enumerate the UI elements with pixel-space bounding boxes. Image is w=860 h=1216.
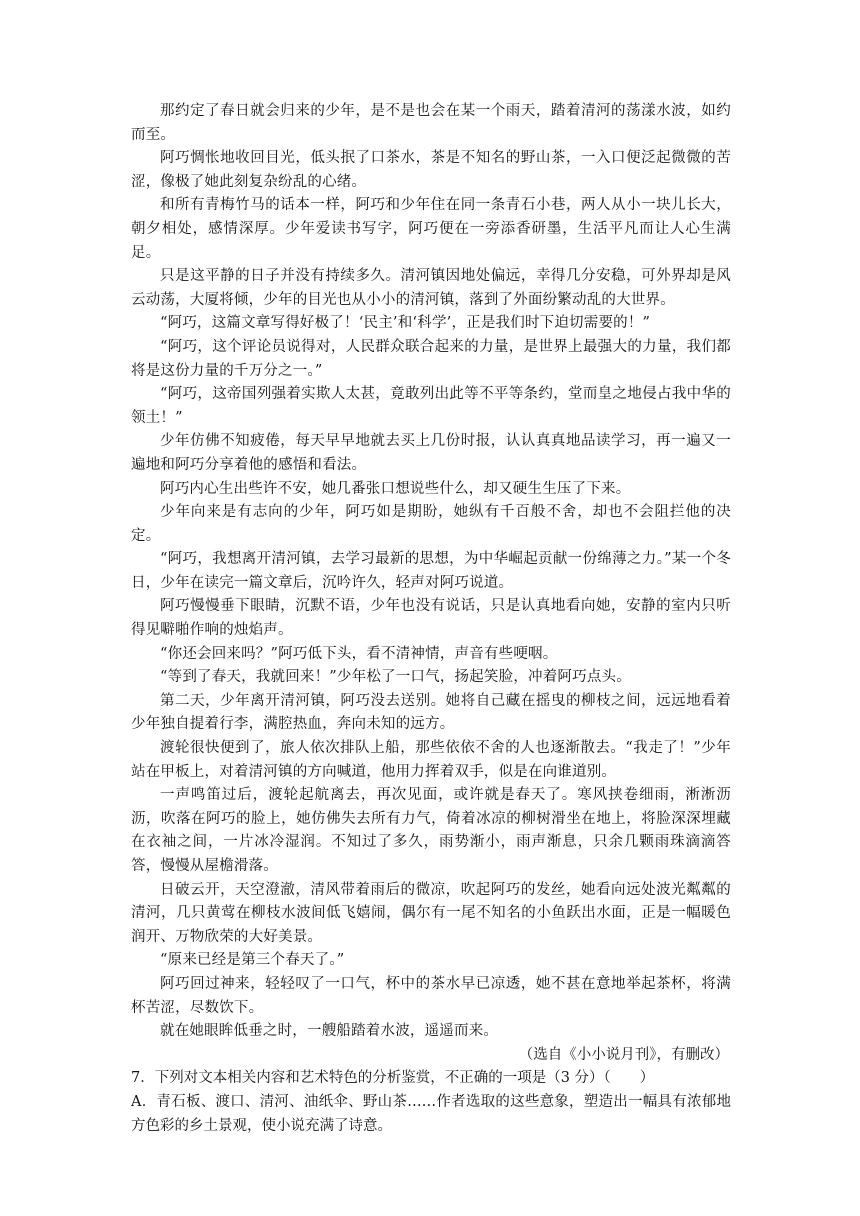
paragraph: 阿巧内心生出些许不安，她几番张口想说些什么，却又硬生生压了下来。 xyxy=(160,480,631,497)
paragraph: “阿巧，这帝国列强着实欺人太甚，竟敢列出此等不平等条约，堂而皇之地侵占我中华的领土！” xyxy=(131,386,731,426)
paragraph: “阿巧，这篇文章写得好极了！‘民主’和‘科学’，正是我们时下迫切需要的！” xyxy=(160,315,651,332)
paragraph: 阿巧惆怅地收回目光，低头抿了口茶水，茶是不知名的野山茶，一入口便泛起微微的苦涩，像极了她此刻复杂纷乱的心绪。 xyxy=(131,150,731,190)
paragraph: “阿巧，这个评论员说得对，人民群众联合起来的力量，是世界上最强大的力量，我们都将是这份力量的千万分之一。” xyxy=(131,338,731,379)
paragraph: “原来已经是第三个春天了。” xyxy=(160,952,345,969)
option-a: A．青石板、渡口、清河、油纸伞、野山茶……作者选取的这些意象，塑造出一幅具有浓郁地方色彩的乡土景观，使小说充满了诗意。 xyxy=(131,1093,731,1134)
paragraph: 渡轮很快便到了，旅人依次排队上船，那些依依不舍的人也逐渐散去。“我走了！”少年站在甲板上，对着清河镇的方向喊道，他用力挥着双手，似是在向谁道别。 xyxy=(131,740,731,780)
paragraph: 少年向来是有志向的少年，阿巧如是期盼，她纵有千百般不舍，却也不会阻拦他的决定。 xyxy=(131,504,731,544)
paragraph: 阿巧慢慢垂下眼睛，沉默不语，少年也没有说话，只是认真地看向她，安静的室内只听得见噼啪作响的烛焰声。 xyxy=(131,598,731,639)
paragraph: 日破云开，天空澄澈，清风带着雨后的微凉，吹起阿巧的发丝，她看向远处波光粼粼的清河，几只黄莺在柳枝水波间低飞嬉闹，偶尔有一尾不知名的小鱼跃出水面，正是一幅暖色润开、万物欣荣的大好美景。 xyxy=(131,881,731,945)
paragraph: 一声鸣笛过后，渡轮起航离去，再次见面，或许就是春天了。寒风挟卷细雨，淅淅沥沥，吹落在阿巧的脸上，她仿佛失去所有力气，倚着冰凉的柳树滑坐在地上，将脸深深埋藏在衣袖之间，一片冰冷湿润。不知过了多久，雨势渐小，雨声渐息，只余几颗雨珠滴滴答答，慢慢从屋檐滑落。 xyxy=(131,787,731,874)
paragraph: 第二天，少年离开清河镇，阿巧没去送别。她将自己藏在摇曳的柳枝之间，远远地看着少年独自提着行李，满腔热血，奔向未知的远方。 xyxy=(131,692,731,733)
paragraph: 只是这平静的日子并没有持续多久。清河镇因地处偏远，幸得几分安稳，可外界却是风云动荡，大厦将倾，少年的目光也从小小的清河镇，落到了外面纷繁动乱的大世界。 xyxy=(131,268,731,308)
paragraph: 少年仿佛不知疲倦，每天早早地就去买上几份时报，认认真真地品读学习，再一遍又一遍地和阿巧分享着他的感悟和看法。 xyxy=(131,433,731,473)
paragraph: “等到了春天，我就回来！”少年松了一口气，扬起笑脸，冲着阿巧点头。 xyxy=(160,669,631,686)
paragraph: “阿巧，我想离开清河镇，去学习最新的思想，为中华崛起贡献一份绵薄之力。”某一个冬日，少年在读完一篇文章后，沉吟许久，轻声对阿巧说道。 xyxy=(131,551,731,591)
paragraph: 阿巧回过神来，轻轻叹了一口气，杯中的茶水早已凉透，她不甚在意地举起茶杯，将满杯苦涩，尽数饮下。 xyxy=(131,975,731,1016)
source-citation: （选自《小小说月刊》，有删改） xyxy=(518,1046,729,1063)
paragraph: 那约定了春日就会归来的少年，是不是也会在某一个雨天，踏着清河的荡漾水波，如约而至。 xyxy=(131,103,731,143)
question-7: 7．下列对文本相关内容和艺术特色的分析鉴赏，不正确的一项是（3 分）（ ） xyxy=(131,1070,655,1087)
story-body xyxy=(131,100,731,1138)
paragraph: 和所有青梅竹马的话本一样，阿巧和少年住在同一条青石小巷，两人从小一块儿长大，朝夕相处，感情深厚。少年爱读书写字，阿巧便在一旁添香研墨，生活平凡而让人心生满足。 xyxy=(131,197,731,261)
paragraph: “你还会回来吗？”阿巧低下头，看不清神情，声音有些哽咽。 xyxy=(160,645,558,662)
paragraph: 就在她眼眸低垂之时，一艘船踏着水波，遥遥而来。 xyxy=(160,1023,499,1040)
